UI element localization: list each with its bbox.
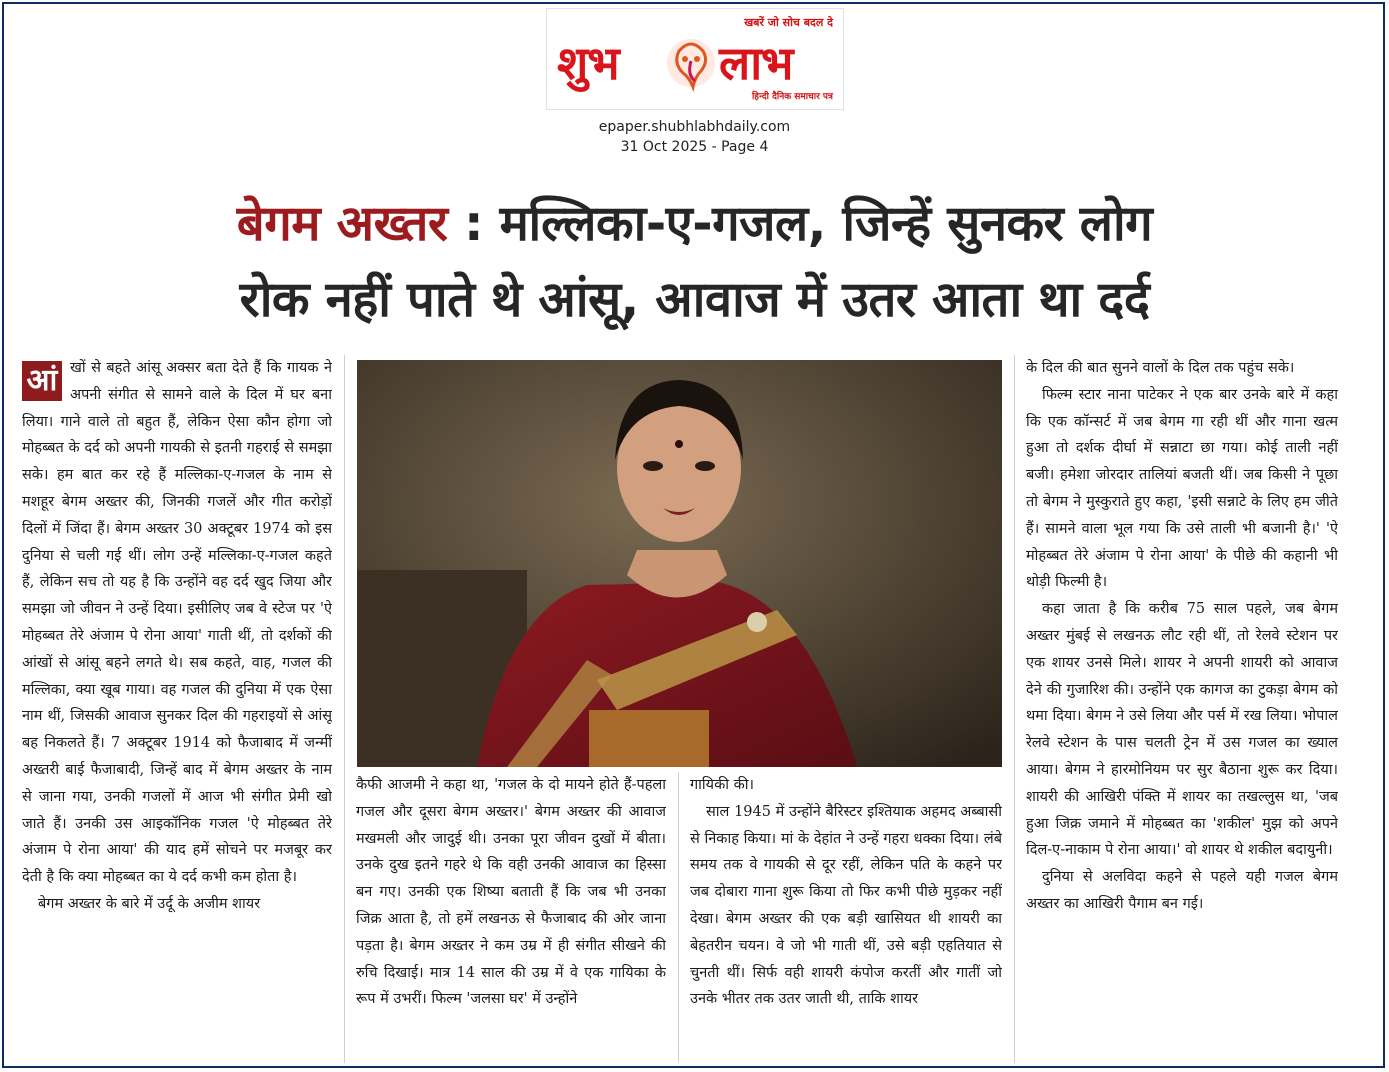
article-paragraph: कहा जाता है कि करीब 75 साल पहले, जब बेगम अख्तर मुंबई से लखनऊ लौट रही थीं, तो रेलवे स्टेशन पर एक शायर उनसे मिले। शायर ने अपनी शायरी को आवाज देने की गुजारिश की। उन्होंने एक कागज का टुकड़ा बेगम को थमा दिया। बेगम ने उसे लिया और पर्स में रख लिया। भोपाल रेलवे स्टेशन के पास चलती ट्रेन में उस गजल का ख्याल आया। बेगम ने हारमोनियम पर सुर बैठाना शुरू कर दिया। शायरी की आखिरी पंक्ति में शायर का तखल्लुस था, 'जब हुआ जिक्र जमाने में मोहब्बत का 'शकील' मुझ को अपने दिल-ए-नाकाम पे रोना आया।' वो शायर थे शकील बदायुनी।: [1026, 601, 1338, 859]
headline-highlight: बेगम अख्तर: [236, 195, 448, 252]
article-photo[interactable]: [357, 360, 1002, 767]
article-paragraph: दुनिया से अलविदा कहने से पहले यही गजल बेगम अख्तर का आखिरी पैगाम बन गई।: [1026, 869, 1338, 912]
paragraph-text: खों से बहते आंसू अक्सर बता देते हैं कि गायक ने अपनी संगीत से सामने वाले के दिल में घर बना लिया। गाने वाले तो बहुत हैं, लेकिन ऐसा कौन होगा जो मोहब्बत के दर्द को अपनी गायकी से इतनी गहराई से समझा सके। हम बात कर रहे हैं मल्लिका-ए-गजल के नाम से मशहूर बेगम अख्तर की, जिनकी गजलें और गीत करोड़ों दिलों में जिंदा हैं। बेगम अख्तर 30 अक्टूबर 1974 को इस दुनिया से चली गई थीं। लोग उन्हें मल्लिका-ए-गजल कहते हैं, लेकिन सच तो यह है कि उन्होंने वह दर्द खुद जिया और समझा जो जीवन ने उन्हें दिया। इसीलिए जब वे स्टेज पर 'ऐ मोहब्बत तेरे अंजाम पे रोना आया' गाती थीं, तो दर्शकों की आंखों से आंसू बहने लगते थे। सब कहते, वाह, गजल की मल्लिका, क्या खूब गाया। वह गजल की दुनिया में एक ऐसा नाम थीं, जिसकी आवाज सुनकर दिल की गहराइयों से आंसू बह निकलते हैं। 7 अक्टूबर 1914 को फैजाबाद में जन्मीं अख्तरी बाई फैजाबादी, जिन्हें बाद में बेगम अख्तर के नाम से जाना गया, उनकी गजलों में आज भी संगीत प्रेमी खो जाते हैं। उनकी उस आइकॉनिक गजल 'ऐ मोहब्बत तेरे अंजाम पे रोना आया' की याद हमें सोचने पर मजबूर कर देती है कि क्या मोहब्बत का ये दर्द कभी कम होता है।: [22, 360, 332, 886]
article-paragraph: कैफी आजमी ने कहा था, 'गजल के दो मायने होते हैं-पहला गजल और दूसरा बेगम अख्तर।' बेगम अख्तर की आवाज मखमली और जादुई थी। उनका पूरा जीवन दुखों में बीता। उनके दुख इतने गहरे थे कि वही उनकी आवाज का हिस्सा बन गए। उनकी एक शिष्या बताती हैं कि जब भी उनका जिक्र आता है, तो हमें लखनऊ से फैजाबाद की ओर जाना पड़ता है। बेगम अख्तर ने कम उम्र में ही संगीत सीखने की रुचि दिखाई। मात्र 14 साल की उम्र में वे एक गायिका के रूप में उभरीं। फिल्म 'जलसा घर' में उन्होंने: [356, 777, 666, 1008]
article-paragraph: बेगम अख्तर के बारे में उर्दू के अजीम शायर: [38, 895, 261, 912]
headline-line-2: रोक नहीं पाते थे आंसू, आवाज में उतर आता था दर्द: [239, 271, 1150, 328]
site-url[interactable]: epaper.shubhlabhdaily.com: [598, 119, 791, 135]
article-column-4: [1026, 355, 1338, 1063]
article-headline: [0, 186, 1389, 338]
masthead-logo[interactable]: [546, 8, 844, 110]
logo-tagline: खबरें जो सोच बदल दे: [744, 16, 833, 29]
portrait-image: [357, 360, 1002, 767]
headline-line-1: [0, 186, 1389, 262]
logo-word-shubh: शुभ: [557, 36, 619, 90]
article-column-1: [22, 355, 332, 1063]
ganesha-emblem-icon: [663, 31, 719, 93]
article-paragraph: साल 1945 में उन्होंने बैरिस्टर इश्तियाक अहमद अब्बासी से निकाह किया। मां के देहांत ने उन्हें गहरा धक्का दिया। लंबे समय तक वे गायकी से दूर रहीं, लेकिन पति के कहने पर जब दोबारा गाना शुरू किया तो फिर कभी पीछे मुड़कर नहीं देखा। बेगम अख्तर की एक बड़ी खासियत थी शायरी का बेहतरीन चयन। वे जो भी गाती थीं, उसे बड़ी एहतियात से चुनती थीं। सिर्फ वही शायरी कंपोज करतीं और गातीं जो उनके भीतर तक उतर जाती थी, ताकि शायर: [690, 803, 1002, 1008]
logo-subtitle: हिन्दी दैनिक समाचार पत्र: [751, 92, 833, 102]
column-divider: [678, 772, 679, 1062]
article-column-2: [356, 772, 666, 1066]
column-divider: [1014, 355, 1015, 1063]
article-paragraph: फिल्म स्टार नाना पाटेकर ने एक बार उनके बारे में कहा कि एक कॉन्सर्ट में जब बेगम गा रही थीं और गाना खत्म हुआ तो दर्शक दीर्घा में सन्नाटा छा गया। कोई ताली नहीं बजी। हमेशा जोरदार तालियां बजती थीं। जब किसी ने पूछा तो बेगम ने मुस्कुराते हुए कहा, 'इसी सन्नाटे के लिए हम जीते हैं। सामने वाला भूल गया कि उसे ताली भी बजानी है।' 'ऐ मोहब्बत तेरे अंजाम पे रोना आया' के पीछे की कहानी भी थोड़ी फिल्मी है।: [1026, 386, 1338, 591]
article-paragraph: [22, 355, 332, 891]
article-paragraph: के दिल की बात सुनने वालों के दिल तक पहुंच सके।: [1026, 360, 1295, 376]
logo-word-labh: लाभ: [719, 36, 793, 90]
drop-cap: आं: [22, 361, 62, 401]
column-divider: [344, 355, 345, 1063]
article-paragraph: गायिकी की।: [690, 777, 754, 793]
article-column-3: [690, 772, 1002, 1066]
edition-date-page: 31 Oct 2025 - Page 4: [620, 139, 769, 155]
headline-line-1-rest: : मल्लिका-ए-गजल, जिन्हें सुनकर लोग: [447, 195, 1153, 252]
